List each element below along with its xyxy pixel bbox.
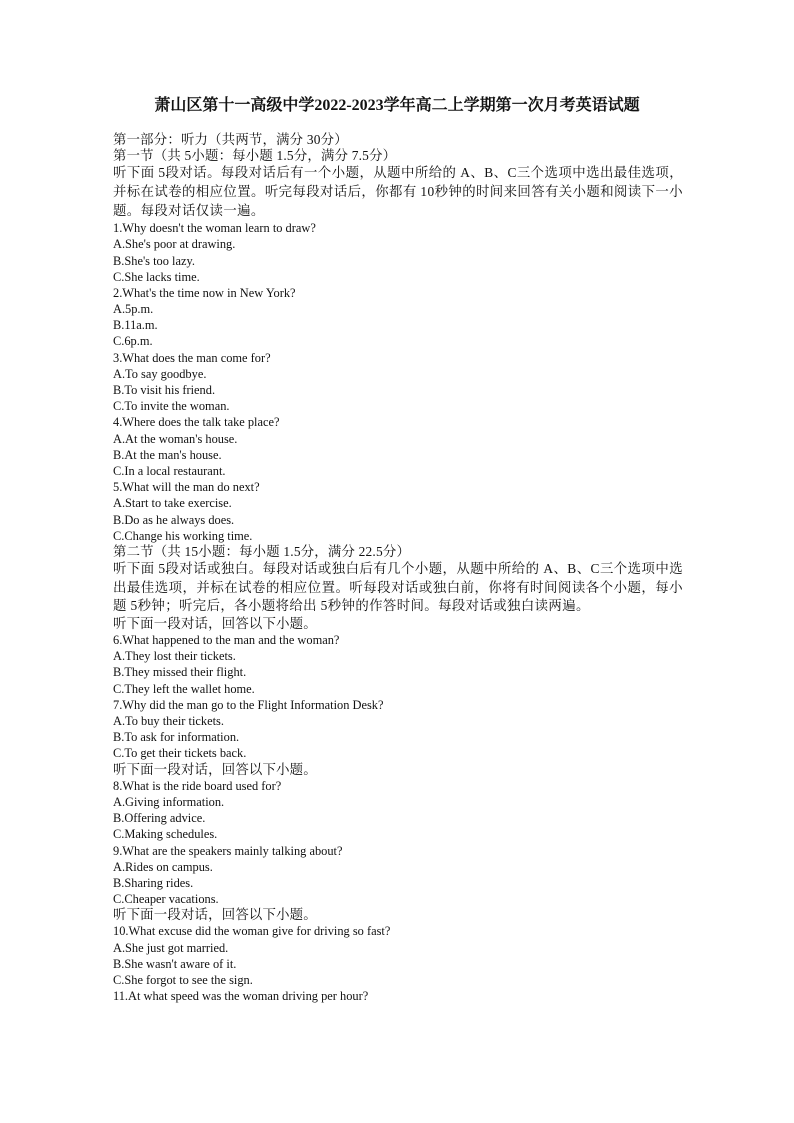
question-1-option-c: C.She lacks time. [113,269,200,284]
question-2-option-a: A.5p.m. [113,302,154,317]
question-7-option-a: A.To buy their tickets. [113,714,224,728]
question-1-stem: 1.Why doesn't the woman learn to draw? [113,221,316,236]
question-10-option-c: C.She forgot to see the sign. [113,973,253,987]
question-5-option-a: A.Start to take exercise. [113,496,232,511]
question-5-option-b: B.Do as he always does. [113,512,235,527]
question-10-option-b: B.She wasn't aware of it. [113,956,237,971]
question-10-stem: 10.What excuse did the woman give for driving so fast? [113,924,391,939]
question-9-option-a: A.Rides on campus. [113,859,213,874]
question-6-stem: 6.What happened to the man and the woman? [113,633,340,648]
question-7-option-c: C.To get their tickets back. [113,746,247,761]
question-5-option-c: C.Change his working time. [113,528,253,543]
question-6-option-b: B.They missed their flight. [113,665,247,680]
exam-body [113,132,683,1004]
question-3-option-a: A.To say goodbye. [113,366,207,381]
section2-header: 第二节（共 15小题：每小题 1.5分，满分 22.5分） [113,543,411,559]
question-6-option-c: C.They left the wallet home. [113,681,255,696]
question-9-option-b: B.Sharing rides. [113,875,194,890]
question-3-stem: 3.What does the man come for? [113,350,271,365]
question-11-stem: 11.At what speed was the woman driving per hour? [113,989,369,1004]
question-7-stem: 7.Why did the man go to the Flight Information Desk? [113,697,384,712]
listen-prompt: 听下面一段对话，回答以下小题。 [113,615,317,631]
part1-header: 第一部分：听力（共两节，满分 30分） [113,132,348,147]
question-8-option-b: B.Offering advice. [113,811,206,826]
section1-instructions: 听下面 5段对话。每段对话后有一个小题，从题中所给的 A、B、C三个选项中选出最佳选项，并标在试卷的相应位置。听完每段对话后，你都有 10秒钟的时间来回答有关小题和阅读下一小题。每段对话仅读一遍。 [113,165,683,218]
exam-title: 萧山区第十一高级中学2022-2023学年高二上学期第一次月考英语试题 [154,97,640,114]
question-4-option-c: C.In a local restaurant. [113,463,226,478]
question-9-stem: 9.What are the speakers mainly talking about? [113,843,343,858]
question-2-option-c: C.6p.m. [113,334,153,349]
question-2-option-b: B.11a.m. [113,318,158,333]
section1-header: 第一节（共 5小题：每小题 1.5分，满分 7.5分） [113,148,397,164]
question-8-option-c: C.Making schedules. [113,827,218,842]
question-9-option-c: C.Cheaper vacations. [113,892,219,907]
question-5-stem: 5.What will the man do next? [113,480,260,495]
listen-prompt: 听下面一段对话，回答以下小题。 [113,907,317,923]
question-1-option-b: B.She's too lazy. [113,253,195,268]
question-8-stem: 8.What is the ride board used for? [113,778,282,793]
question-10-option-a: A.She just got married. [113,940,229,955]
question-4-option-a: A.At the woman's house. [113,431,238,446]
question-7-option-b: B.To ask for information. [113,730,240,745]
question-1-option-a: A.She's poor at drawing. [113,237,236,252]
listen-prompt: 听下面一段对话，回答以下小题。 [113,761,317,777]
question-8-option-a: A.Giving information. [113,794,225,809]
question-6-option-a: A.They lost their tickets. [113,649,236,664]
question-4-stem: 4.Where does the talk take place? [113,415,280,430]
question-3-option-b: B.To visit his friend. [113,383,216,398]
question-2-stem: 2.What's the time now in New York? [113,285,296,300]
section2-instructions: 听下面 5段对话或独白。每段对话或独白后有几个小题，从题中所给的 A、B、C三个选项中选出最佳选项，并标在试卷的相应位置。听每段对话或独白前，你将有时间阅读各个小题，每小题 5秒钟；听完后，各小题将给出 5秒钟的作答时间。每段对话或独白读两遍。 [113,561,683,614]
question-3-option-c: C.To invite the woman. [113,399,230,414]
question-4-option-b: B.At the man's house. [113,447,222,462]
